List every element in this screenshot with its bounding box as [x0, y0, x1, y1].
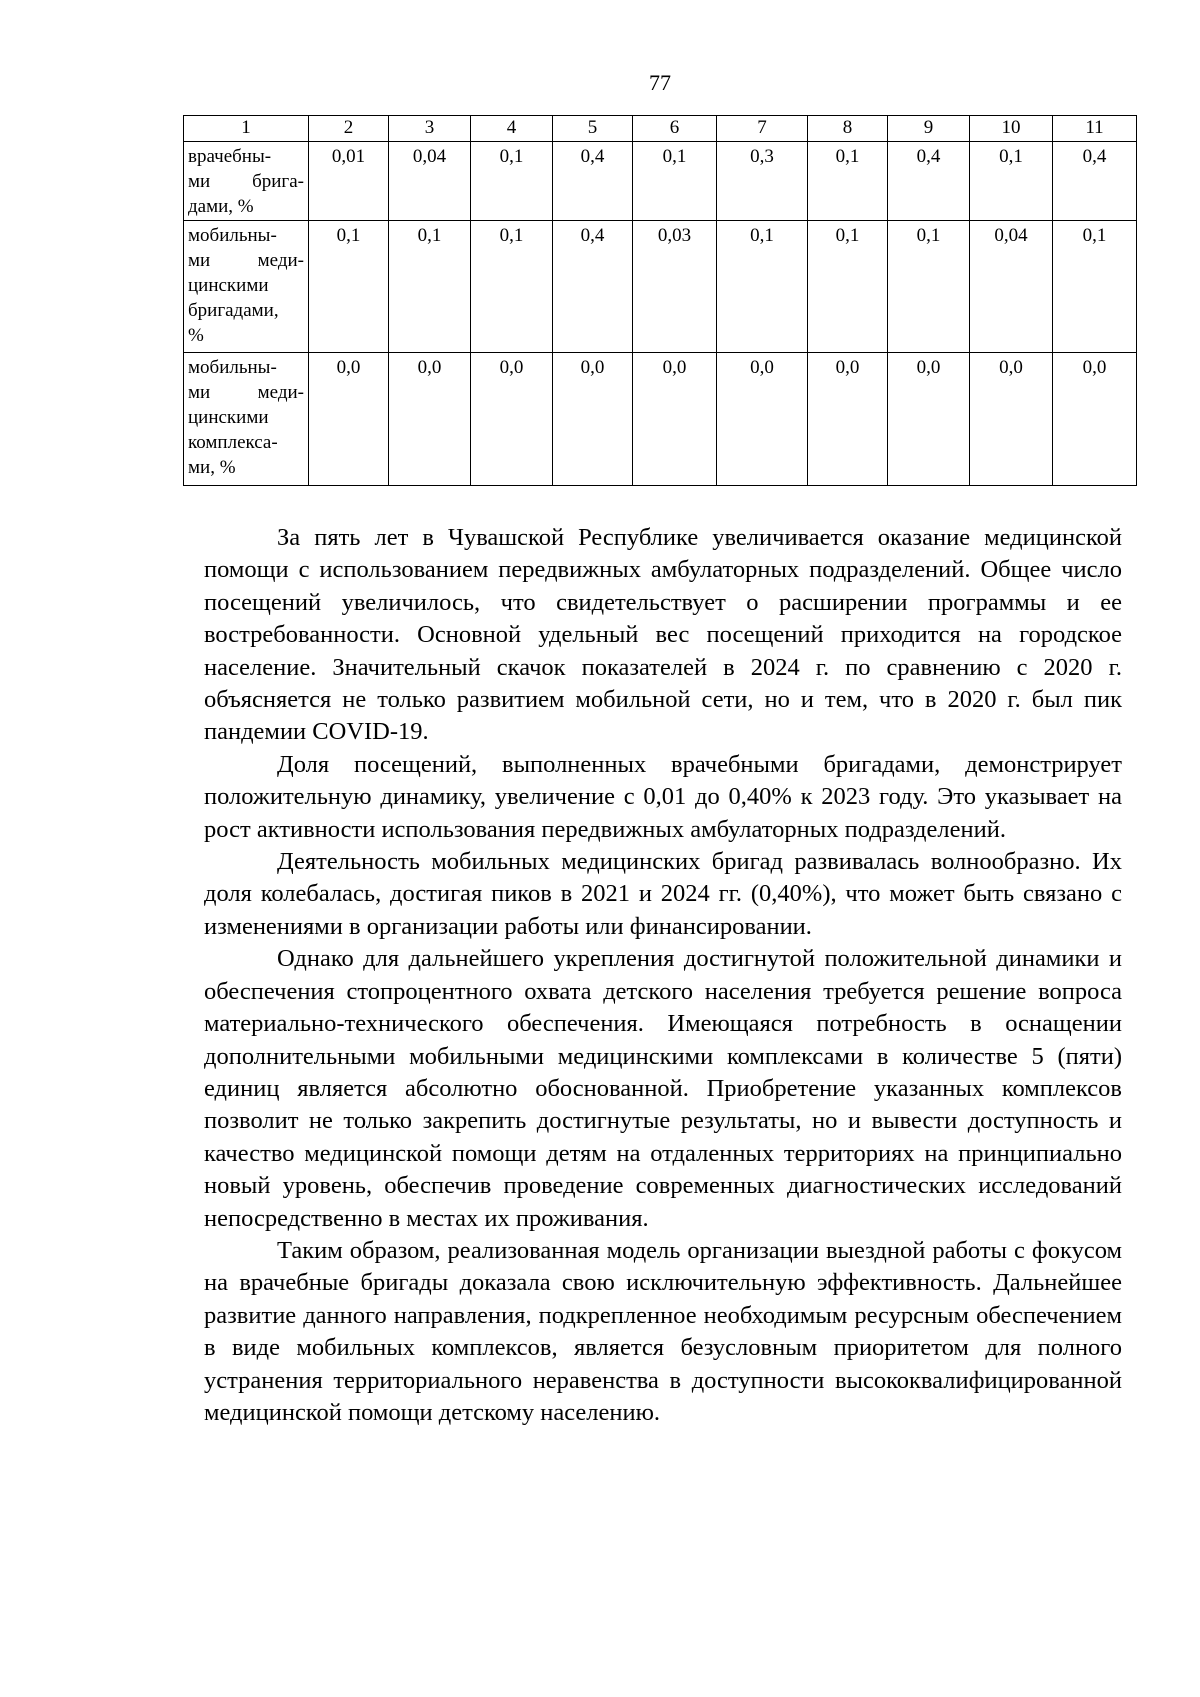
table-cell: 0,0 — [309, 353, 389, 486]
body-text — [204, 522, 1122, 1429]
table-header-row — [184, 116, 1137, 142]
table-cell: 0,1 — [309, 221, 389, 353]
table-cell: 0,0 — [389, 353, 471, 486]
table-cell: 0,1 — [389, 221, 471, 353]
header-cell: 2 — [309, 116, 389, 142]
header-cell: 3 — [389, 116, 471, 142]
row-label-line: дами, % — [188, 196, 254, 217]
table-cell: 0,0 — [1053, 353, 1137, 486]
table-cell: 0,1 — [970, 142, 1053, 221]
paragraph: Однако для дальнейшего укрепления достигнутой положительной динамики и обеспечения стопроцентного охвата детского населения требуется решение вопроса материально-технического обеспечения. Имеющаяся потребность в оснащении дополнительными мобильными медицинскими комплексами в количестве 5 (пяти) единиц является абсолютно обоснованной. Приобретение указанных комплексов позволит не только закрепить достигнутые результаты, но и вывести доступность и качество медицинской помощи детям на отдаленных территориях на принципиально новый уровень, обеспечив проведение современных диагностических исследований непосредственно в местах их проживания. — [204, 945, 1122, 1232]
row-label — [184, 142, 309, 221]
table-cell: 0,4 — [553, 142, 633, 221]
data-table — [183, 115, 1137, 486]
paragraph: За пять лет в Чувашской Республике увеличивается оказание медицинской помощи с использованием передвижных амбулаторных подразделений. Общее число посещений увеличилось, что свидетельствует о расширении программы и ее востребованности. Основной удельный вес посещений приходится на городское население. Значительный скачок показателей в 2024 г. по сравнению с 2020 г. объясняется не только развитием мобильной сети, но и тем, что в 2020 г. был пик пандемии COVID-19. — [204, 524, 1122, 746]
row-label — [184, 353, 309, 486]
row-label-line: % — [188, 325, 204, 346]
table-cell: 0,01 — [309, 142, 389, 221]
table-cell: 0,1 — [633, 142, 717, 221]
table-cell: 0,0 — [888, 353, 970, 486]
table-cell: 0,1 — [808, 221, 888, 353]
row-label-line: цинскими — [188, 407, 269, 428]
table-cell: 0,1 — [471, 142, 553, 221]
row-label-line: мобильны- — [188, 357, 277, 378]
table-row — [184, 142, 1137, 221]
header-cell: 8 — [808, 116, 888, 142]
header-cell: 7 — [717, 116, 808, 142]
row-label-line: ми, % — [188, 457, 236, 478]
table-cell: 0,3 — [717, 142, 808, 221]
header-cell: 11 — [1053, 116, 1137, 142]
table-cell: 0,04 — [970, 221, 1053, 353]
table-cell: 0,0 — [553, 353, 633, 486]
table-cell: 0,4 — [1053, 142, 1137, 221]
row-label-line: комплекса- — [188, 432, 278, 453]
header-cell: 10 — [970, 116, 1053, 142]
table-row — [184, 221, 1137, 353]
header-cell: 9 — [888, 116, 970, 142]
header-cell: 5 — [553, 116, 633, 142]
table-row — [184, 353, 1137, 486]
table-cell: 0,0 — [970, 353, 1053, 486]
page-number: 77 — [649, 70, 671, 95]
table-cell: 0,1 — [471, 221, 553, 353]
paragraph: Доля посещений, выполненных врачебными бригадами, демонстрирует положительную динамику, увеличение с 0,01 до 0,40% к 2023 году. Это указывает на рост активности использования передвижных амбулаторных подразделений. — [204, 750, 1122, 843]
table-cell: 0,1 — [717, 221, 808, 353]
row-label-line: мобильны- — [188, 225, 277, 246]
table-cell: 0,4 — [553, 221, 633, 353]
paragraph: Деятельность мобильных медицинских бригад развивалась волнообразно. Их доля колебалась, достигая пиков в 2021 и 2024 гг. (0,40%), что может быть связано с изменениями в организации работы или финансировании. — [204, 848, 1122, 940]
row-label-line: ми брига- — [188, 171, 304, 192]
header-cell: 4 — [471, 116, 553, 142]
paragraph: Таким образом, реализованная модель организации выездной работы с фокусом на врачебные бригады доказала свою исключительную эффективность. Дальнейшее развитие данного направления, подкрепленное необходимым ресурсным обеспечением в виде мобильных комплексов, является безусловным приоритетом для полного устранения территориального неравенства в доступности высококвалифицированной медицинской помощи детскому населению. — [204, 1236, 1122, 1426]
table-cell: 0,4 — [888, 142, 970, 221]
table-cell: 0,0 — [808, 353, 888, 486]
row-label-line: ми меди- — [188, 382, 304, 403]
row-label-line: бригадами, — [188, 300, 279, 321]
header-cell: 6 — [633, 116, 717, 142]
table-cell: 0,04 — [389, 142, 471, 221]
row-label-line: ми меди- — [188, 250, 304, 271]
table-cell: 0,0 — [717, 353, 808, 486]
table-cell: 0,1 — [888, 221, 970, 353]
table-cell: 0,1 — [1053, 221, 1137, 353]
table-cell: 0,0 — [471, 353, 553, 486]
table-cell: 0,1 — [808, 142, 888, 221]
table-cell: 0,0 — [633, 353, 717, 486]
row-label — [184, 221, 309, 353]
row-label-line: цинскими — [188, 275, 269, 296]
row-label-line: врачебны- — [188, 146, 272, 167]
header-cell: 1 — [184, 116, 309, 142]
table-cell: 0,03 — [633, 221, 717, 353]
